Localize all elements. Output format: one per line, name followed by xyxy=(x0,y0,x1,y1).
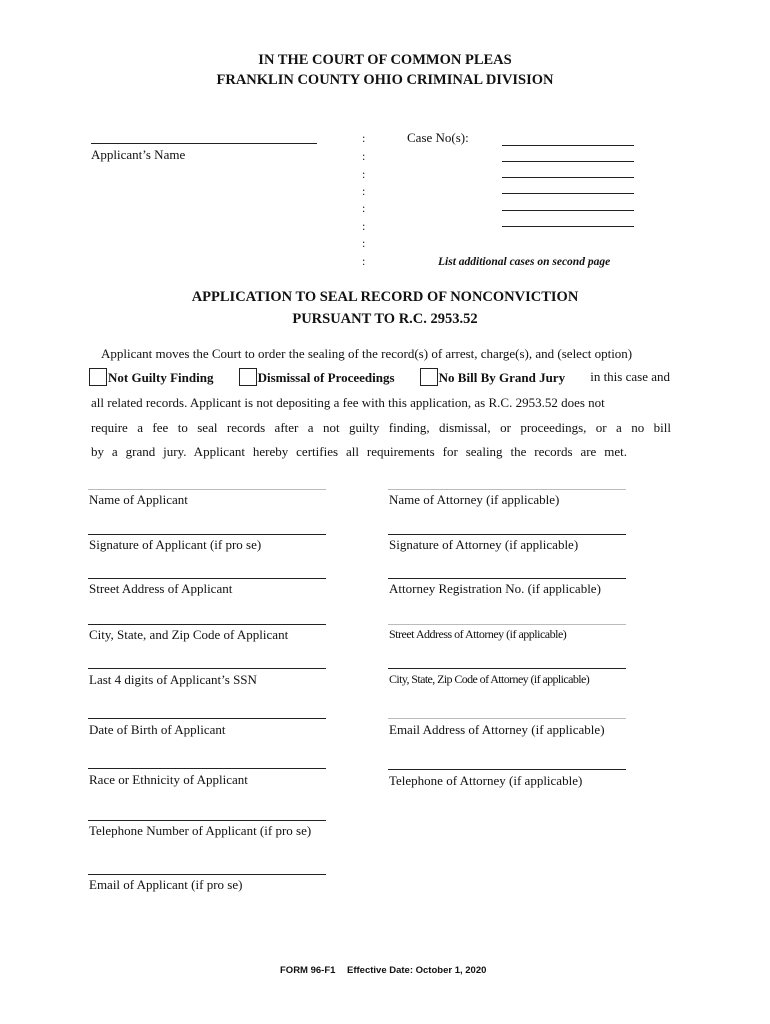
applicant-field-label: Race or Ethnicity of Applicant xyxy=(89,772,248,787)
case-number-line[interactable] xyxy=(502,145,634,146)
applicant-field-label: Name of Applicant xyxy=(89,492,188,507)
attorney-field-label: Attorney Registration No. (if applicable) xyxy=(389,581,601,596)
additional-cases-note: List additional cases on second page xyxy=(438,256,611,268)
applicant-field-label: Date of Birth of Applicant xyxy=(89,722,226,737)
applicant-race-line[interactable] xyxy=(88,768,326,769)
applicant-dob-line[interactable] xyxy=(88,718,326,719)
applicant-field-label: Signature of Applicant (if pro se) xyxy=(89,537,262,552)
applicant-street-line[interactable] xyxy=(88,578,326,579)
applicant-field-label: Email of Applicant (if pro se) xyxy=(89,877,243,892)
court-name: IN THE COURT OF COMMON PLEAS xyxy=(258,52,512,68)
body-line: all related records. Applicant is not depositing a fee with this application, as R.C. 2953.52 does not xyxy=(91,395,605,410)
body-line: require a fee to seal records after a not guilty finding, dismissal, or proceedings, or a no bill xyxy=(91,420,671,435)
no-bill-checkbox[interactable] xyxy=(420,368,438,386)
applicant-name-label: Applicant’s Name xyxy=(91,147,186,162)
option-row-tail: in this case and xyxy=(590,369,670,384)
case-number-label: Case No(s): xyxy=(407,130,469,145)
not-guilty-checkbox[interactable] xyxy=(89,368,107,386)
applicant-ssn-line[interactable] xyxy=(88,668,326,669)
applicant-phone-line[interactable] xyxy=(88,820,326,821)
case-number-line[interactable] xyxy=(502,161,634,162)
attorney-field-label: Street Address of Attorney (if applicable) xyxy=(389,627,567,641)
applicant-city-line[interactable] xyxy=(88,624,326,625)
motion-text: Applicant moves the Court to order the sealing of the record(s) of arrest, charge(s), and (select option) xyxy=(101,346,633,361)
caption-colon: : xyxy=(362,184,366,198)
caption-colon: : xyxy=(362,167,366,181)
attorney-field-label: Name of Attorney (if applicable) xyxy=(389,492,560,507)
applicant-name-input-line[interactable] xyxy=(88,489,326,490)
option-dismissal-label: Dismissal of Proceedings xyxy=(257,370,395,385)
attorney-field-label: Email Address of Attorney (if applicable) xyxy=(389,722,605,737)
option-dismissal[interactable] xyxy=(239,368,395,386)
applicant-field-label: City, State, and Zip Code of Applicant xyxy=(89,627,289,642)
option-row xyxy=(89,368,670,386)
option-no-bill[interactable] xyxy=(420,368,565,386)
caption-colon: : xyxy=(362,219,366,233)
attorney-email-line[interactable] xyxy=(388,718,626,719)
option-not-guilty[interactable] xyxy=(89,368,213,386)
court-division: FRANKLIN COUNTY OHIO CRIMINAL DIVISION xyxy=(216,72,554,88)
applicant-field-label: Last 4 digits of Applicant’s SSN xyxy=(89,672,257,687)
case-number-line[interactable] xyxy=(502,177,634,178)
caption-colon: : xyxy=(362,236,366,250)
attorney-phone-line[interactable] xyxy=(388,769,626,770)
attorney-city-line[interactable] xyxy=(388,668,626,669)
option-not-guilty-label: Not Guilty Finding xyxy=(108,370,214,385)
applicant-field-label: Street Address of Applicant xyxy=(89,581,233,596)
attorney-name-input-line[interactable] xyxy=(388,489,626,490)
effective-date: Effective Date: October 1, 2020 xyxy=(347,965,487,976)
attorney-street-line[interactable] xyxy=(388,624,626,625)
applicant-field-label: Telephone Number of Applicant (if pro se) xyxy=(89,823,312,838)
attorney-field-label: City, State, Zip Code of Attorney (if applicable) xyxy=(389,672,590,686)
applicant-name-line[interactable] xyxy=(91,143,317,144)
caption-colon: : xyxy=(362,201,366,215)
case-number-line[interactable] xyxy=(502,210,634,211)
case-number-line[interactable] xyxy=(502,193,634,194)
caption-colon: : xyxy=(362,254,366,268)
applicant-signature-line[interactable] xyxy=(88,534,326,535)
attorney-field-label: Telephone of Attorney (if applicable) xyxy=(389,773,583,788)
application-title: APPLICATION TO SEAL RECORD OF NONCONVICTION xyxy=(191,289,579,305)
caption-colon: : xyxy=(362,149,366,163)
caption-colon: : xyxy=(362,131,366,145)
application-subtitle: PURSUANT TO R.C. 2953.52 xyxy=(292,311,478,327)
attorney-field-label: Signature of Attorney (if applicable) xyxy=(389,537,579,552)
dismissal-checkbox[interactable] xyxy=(239,368,257,386)
attorney-registration-line[interactable] xyxy=(388,578,626,579)
body-line: by a grand jury. Applicant hereby certifies all requirements for sealing the records are met. xyxy=(91,444,627,459)
option-no-bill-label: No Bill By Grand Jury xyxy=(438,370,566,385)
case-number-line[interactable] xyxy=(502,226,634,227)
form-number: FORM 96-F1 xyxy=(280,965,336,976)
applicant-email-line[interactable] xyxy=(88,874,326,875)
attorney-signature-line[interactable] xyxy=(388,534,626,535)
